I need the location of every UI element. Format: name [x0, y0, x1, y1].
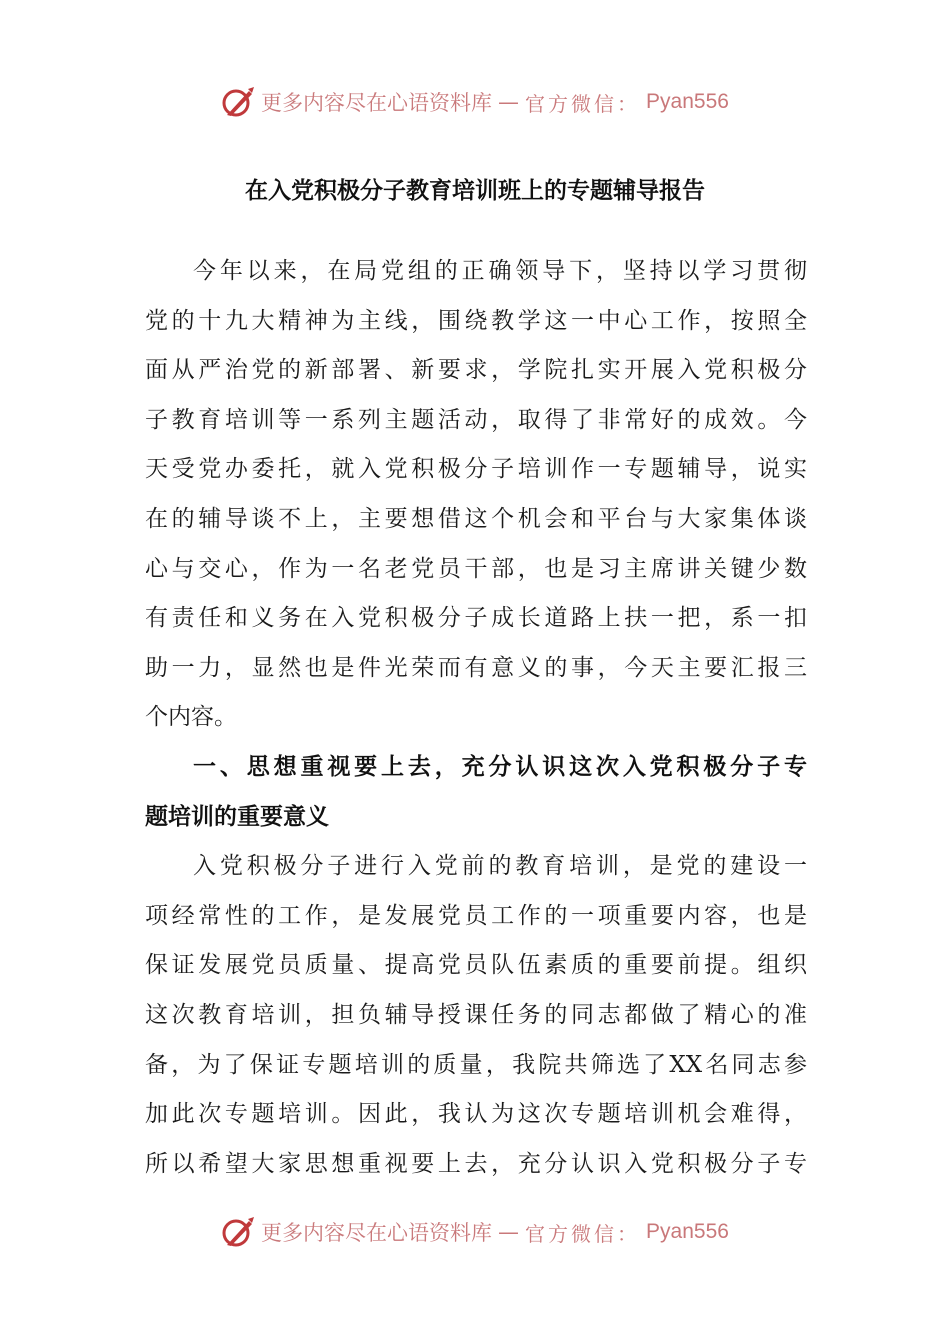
- watermark-separator: —: [498, 90, 520, 114]
- paragraph-2-line: 加此次专题培训。因此，我认为这次专题培训机会难得，: [145, 1101, 807, 1128]
- paragraph-1-line: 今年以来，在局党组的正确领导下，坚持以学习贯彻: [193, 258, 807, 284]
- paragraph-1-line: 有责任和义务在入党积极分子成长道路上扶一把，系一扣: [145, 605, 807, 632]
- paragraph-1-line: 个内容。: [145, 704, 237, 731]
- section-heading-1: 题培训的重要意义: [145, 803, 329, 830]
- paragraph-1-line: 在的辅导谈不上，主要想借这个机会和平台与大家集体谈: [145, 505, 807, 532]
- document-title: 在入党积极分子教育培训班上的专题辅导报告: [245, 178, 705, 204]
- paragraph-2-line: 保证发展党员质量、提高党员队伍素质的重要前提。组织: [145, 952, 807, 979]
- paragraph-1-line: 子教育培训等一系列主题活动，取得了非常好的成效。今: [145, 406, 807, 433]
- watermark-wechat-label: 官方微信：: [525, 1221, 641, 1246]
- paragraph-1-line: 助一力，显然也是件光荣而有意义的事，今天主要汇报三: [145, 654, 807, 681]
- paragraph-2-line: 这次教育培训，担负辅导授课任务的同志都做了精心的准: [145, 1001, 807, 1028]
- quill-logo-icon: [221, 1215, 255, 1249]
- footer-watermark: [0, 1212, 950, 1252]
- watermark-wechat-id: Pyan556: [646, 90, 729, 113]
- watermark-wechat-label: 官方微信：: [525, 91, 641, 116]
- header-watermark: [0, 82, 950, 122]
- paragraph-2-line: 入党积极分子进行入党前的教育培训，是党的建设一: [193, 853, 807, 880]
- paragraph-1-line: 党的十九大精神为主线，围绕教学这一中心工作，按照全: [145, 307, 807, 334]
- paragraph-1-line: 面从严治党的新部署、新要求，学院扎实开展入党积极分: [145, 357, 807, 384]
- paragraph-2-line: 备，为了保证专题培训的质量，我院共筛选了XX名同志参: [145, 1051, 807, 1078]
- watermark-separator: —: [498, 1220, 520, 1244]
- paragraph-2-line: 项经常性的工作，是发展党员工作的一项重要内容，也是: [145, 902, 807, 929]
- paragraph-1-line: 心与交心，作为一名老党员干部，也是习主席讲关键少数: [145, 555, 807, 582]
- watermark-brand: 更多内容尽在心语资料库: [261, 1221, 493, 1245]
- section-heading-1: 一、思想重视要上去，充分认识这次入党积极分子专: [193, 753, 807, 780]
- watermark-wechat-id: Pyan556: [646, 1220, 729, 1243]
- quill-logo-icon: [221, 85, 255, 119]
- watermark-brand: 更多内容尽在心语资料库: [261, 91, 493, 115]
- paragraph-2-line: 所以希望大家思想重视要上去，充分认识入党积极分子专: [145, 1150, 807, 1177]
- document-body: [145, 247, 807, 1189]
- paragraph-1-line: 天受党办委托，就入党积极分子培训作一专题辅导，说实: [145, 456, 807, 483]
